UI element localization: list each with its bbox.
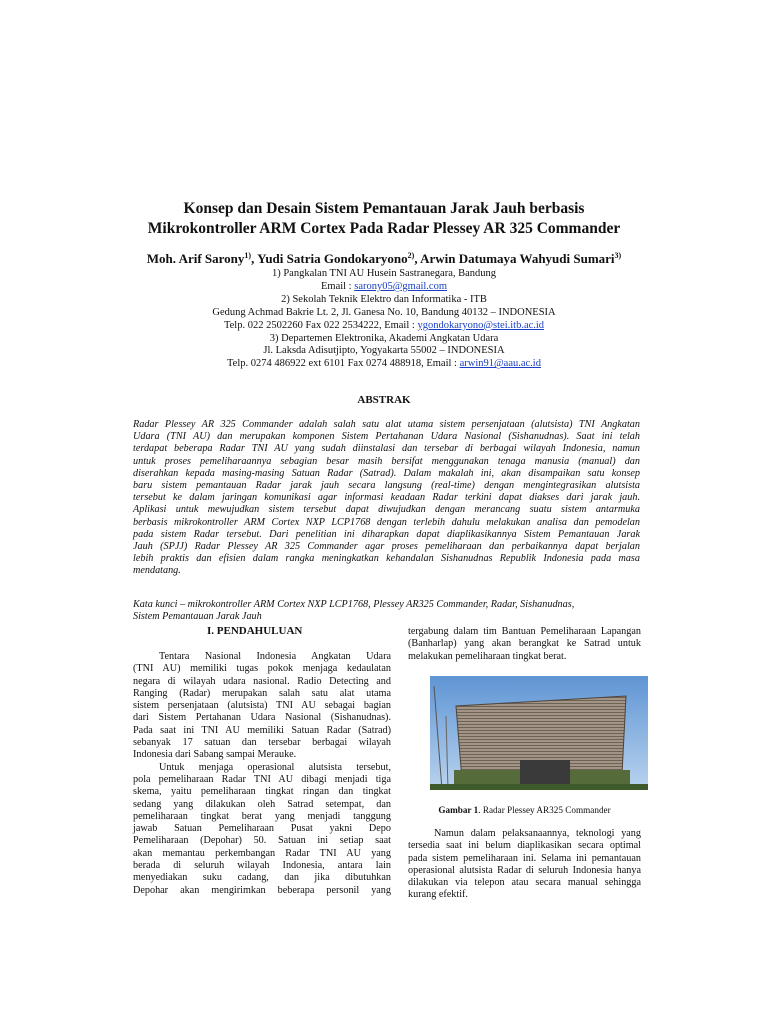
abstract-line: lebih praktis dan efisien dalam rangka meningkatkan kehandalan Sishanudnas Republik Indonesia pada masa: [133, 553, 640, 565]
body-line: menyediakan suku cadang, dan jika dibutuhkan: [133, 872, 391, 884]
abstract-line: tersebut ke dalam jaringan komunikasi agar informasi keadaan Radar terkini dapat diakses dari jarak jauh.: [133, 492, 640, 504]
body-line: pada sistem pemeliharaan ini. Selama ini pemantauan: [408, 852, 641, 864]
abstract-line: Udara (TNI AU) dan merupakan komponen Sistem Pertahanan Udara Nasional (Sishanudnas). Saat ini telah: [133, 431, 640, 443]
body-line: Depohar akan mengirimkan beberapa personil yang: [133, 884, 391, 896]
body-line: Tentara Nasional Indonesia Angkatan Udara: [159, 651, 391, 662]
author-3: Arwin Datumaya Wahyudi Sumari: [420, 251, 615, 266]
author-2-affil: 2): [407, 251, 415, 260]
author-2: Yudi Satria Gondokaryono: [257, 251, 408, 266]
body-line: kurang efektif.: [408, 889, 468, 901]
affiliation-2: 2) Sekolah Teknik Elektro dan Informatika - ITB: [281, 293, 487, 305]
email-link-1[interactable]: sarony05@gmail.com: [354, 280, 448, 292]
author-1-affil: 1): [244, 251, 252, 260]
affiliations: [130, 268, 638, 371]
affiliation-1-email-line: [130, 281, 638, 294]
body-line: dilakukan via telepon atau secara manual sehingga: [408, 877, 641, 889]
body-line: Untuk menjaga operasional alutsista tersebut,: [159, 761, 391, 773]
paper-title: [100, 199, 668, 239]
email-label: Email :: [320, 280, 355, 292]
radar-photo: [430, 676, 648, 790]
contact-text-2: Telp. 022 2502260 Fax 022 2534222, Email :: [223, 319, 418, 331]
abstract-body: [133, 419, 640, 578]
contact-text-3: Telp. 0274 486922 ext 6101 Fax 0274 488918, Email :: [227, 358, 460, 370]
abstract-line: Jauh (SPJJ) Radar Plessey AR 325 Commander agar proses pemeliharaan dan perbaikannya dapat berjalan: [133, 541, 640, 553]
affiliation-2-address: Gedung Achmad Bakrie Lt. 2, Jl. Ganesa No. 10, Bandung 40132 – INDONESIA: [212, 306, 556, 318]
body-line: Indonesia dari Sabang sampai Merauke.: [133, 749, 297, 761]
body-line: pola pemeliharaan Radar TNI AU dibagi menjadi tiga: [133, 773, 391, 785]
body-line: tersedia saat ini belum diaplikasikan secara optimal: [408, 840, 641, 852]
keywords: [133, 599, 640, 623]
right-column-top: [408, 626, 641, 663]
body-line: jawab Satuan Pemeliharaan Pusat yakni Depo: [133, 823, 391, 835]
keywords-line: Kata kunci – mikrokontroller ARM Cortex NXP LCP1768, Plessey AR325 Commander, Radar, Sishanudnas,: [133, 599, 575, 610]
abstract-line: mendatang.: [133, 565, 181, 577]
abstract-line: terdapat beberapa Radar TNI AU yang sudah diinstalasi dan tersebar di berbagai wilayah Indonesia, namun: [133, 443, 640, 455]
body-line: skema, yaitu pemeliharaan tingkat ringan dan tingkat: [133, 786, 391, 798]
title-line-1: Konsep dan Desain Sistem Pemantauan Jarak Jauh berbasis: [183, 200, 585, 217]
abstract-line: Aplikasi untuk mewujudkan sistem tersebut dapat diwujudkan dengan merancang suatu sistem antarmuka: [133, 504, 640, 516]
body-line: melakukan pemeliharaan tingkat berat.: [408, 650, 567, 662]
body-line: operasional alutsista Radar di seluruh Indonesia hanya: [408, 864, 641, 876]
body-line: sistem persenjataan (alutsista) TNI AU sebagai bagian: [133, 700, 391, 712]
abstract-heading: ABSTRAK: [357, 394, 411, 406]
section-heading: I. PENDAHULUAN: [207, 625, 303, 637]
body-line: tergabung dalam tim Bantuan Pemeliharaan Lapangan: [408, 626, 641, 637]
body-line: dari Sistem Pertahanan Udara Nasional (Sishanudnas).: [133, 712, 391, 724]
affiliation-1: 1) Pangkalan TNI AU Husein Sastranegara, Bandung: [271, 268, 497, 279]
email-link-3[interactable]: arwin91@aau.ac.id: [459, 358, 541, 370]
body-line: pemeliharaan tingkat berat yang menjadi tanggung: [133, 810, 391, 822]
abstract-line: untuk proses pemeliharaannya sebagian besar masih bersifat menggunakan tenaga manusia (manual) dan: [133, 455, 640, 467]
body-line: Ranging (Radar) merupakan salah satu alat utama: [133, 687, 391, 699]
figure-caption-text: . Radar Plessey AR325 Commander: [478, 805, 611, 815]
body-line: akan memantau perkembangan Radar TNI AU yang: [133, 847, 391, 859]
radar-photo-image: [430, 676, 648, 790]
figure-caption: [408, 805, 641, 815]
right-column-bottom: [408, 828, 641, 902]
body-line: Pemeliharaan (Depohar) 50. Satuan ini setiap saat: [133, 835, 391, 847]
body-line: (TNI AU) memiliki tugas pokok menjaga kedaulatan: [133, 663, 391, 675]
abstract-line: diserahkan kepada masing-masing Satuan Radar (Satrad). Dalam makalah ini, akan disampaikan satu konsep: [133, 467, 640, 479]
keywords-line: Sistem Pemantauan Jarak Jauh: [133, 611, 262, 623]
abstract-line: berbasis mikrokontroller ARM Cortex NXP LCP1768 dengan terlebih dahulu melakukan analisa dan pemodelan: [133, 516, 640, 528]
email-link-2[interactable]: ygondokaryono@stei.itb.ac.id: [417, 319, 545, 331]
body-line: Namun dalam pelaksanaannya, teknologi yang: [434, 828, 641, 839]
affiliation-3: 3) Departemen Elektronika, Akademi Angkatan Udara: [269, 332, 499, 344]
abstract-line: Radar Plessey AR 325 Commander adalah salah satu alat utama sistem persenjataan (alutsista) TNI Angkatan: [133, 419, 640, 430]
affiliation-3-address: Jl. Laksda Adisutjipto, Yogyakarta 55002 – INDONESIA: [263, 345, 505, 357]
affiliation-2-contact: [130, 320, 638, 333]
left-column: [133, 651, 391, 897]
body-line: sebanyak 17 satuan dan tersebar berbagai wilayah: [133, 737, 391, 749]
body-line: Pada saat ini TNI AU memiliki Satuan Radar (Satrad): [133, 724, 391, 736]
author-3-affil: 3): [614, 251, 622, 260]
title-line-2: Mikrokontroller ARM Cortex Pada Radar Plessey AR 325 Commander: [147, 220, 621, 237]
affiliation-3-contact: [130, 358, 638, 371]
body-line: berada di seluruh wilayah Indonesia, antara lain: [133, 860, 391, 872]
author-1: Moh. Arif Sarony: [146, 251, 245, 266]
body-line: negara di wilayah udara nasional. Radio Detecting and: [133, 675, 391, 687]
abstract-line: baru sistem pemantauan Radar jarak jauh secara langsung (real-time) dengan mengintegrasikan alutsista: [133, 480, 640, 492]
abstract-line: pada sistem Radar tersebut. Dari penelitian ini diharapkan dapat diaplikasikannya Sistem Pemantauan Jarak: [133, 528, 640, 540]
author-list: Moh. Arif Sarony$^{1)}$, Yudi Satria Gondokaryono$^{2)}$, Arwin Datumaya Wahyudi Sumari$^{3)}$: [146, 251, 622, 266]
body-line: sedang yang dilakukan oleh Satrad setempat, dan: [133, 798, 391, 810]
body-line: (Banharlap) yang akan berangkat ke Satrad untuk: [408, 638, 641, 650]
figure-caption-label: Gambar 1: [438, 805, 479, 815]
